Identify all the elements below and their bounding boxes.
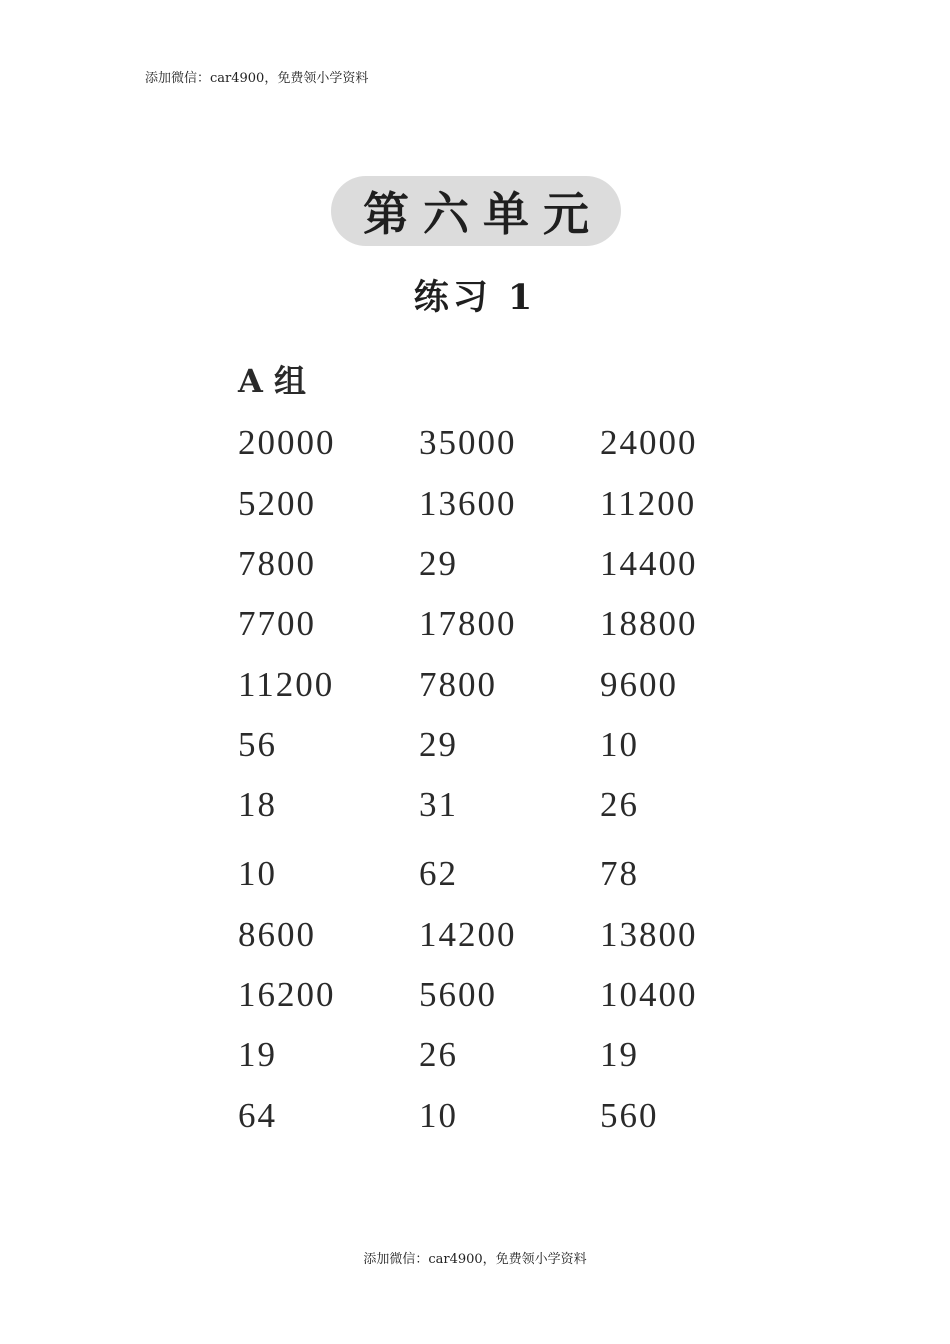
unit-title: 第六单元 — [363, 187, 603, 241]
answer-cell: 35000 — [419, 423, 517, 462]
group-label: A 组 — [238, 362, 306, 400]
answer-row — [238, 602, 758, 646]
answer-cell: 20000 — [238, 423, 336, 462]
answer-cell: 14400 — [600, 544, 698, 583]
answer-cell: 29 — [419, 544, 458, 583]
answer-cell: 10 — [419, 1096, 458, 1135]
answer-cell: 14200 — [419, 915, 517, 954]
answer-cell: 19 — [600, 1035, 639, 1074]
answer-cell: 64 — [238, 1096, 277, 1135]
answer-cell: 62 — [419, 854, 458, 893]
answer-cell: 26 — [600, 785, 639, 824]
answer-cell: 10 — [600, 725, 639, 764]
footer-watermark-text: 添加微信：car4900，免费领小学资料 — [363, 1252, 587, 1267]
answer-row — [238, 1033, 758, 1077]
answer-row — [238, 482, 758, 526]
answer-row — [238, 421, 758, 465]
answer-cell: 5200 — [238, 484, 316, 523]
answer-cell: 7800 — [419, 665, 497, 704]
answer-cell: 16200 — [238, 975, 336, 1014]
answer-cell: 78 — [600, 854, 639, 893]
answer-cell: 10 — [238, 854, 277, 893]
answer-row — [238, 852, 758, 896]
header-watermark-text: 添加微信：car4900，免费领小学资料 — [145, 71, 369, 86]
answer-cell: 31 — [419, 785, 458, 824]
answer-row — [238, 663, 758, 707]
answer-cell: 11200 — [600, 484, 697, 523]
answer-cell: 56 — [238, 725, 277, 764]
answer-cell: 18 — [238, 785, 277, 824]
answer-cell: 7800 — [238, 544, 316, 583]
answer-cell: 18800 — [600, 604, 698, 643]
answer-cell: 10400 — [600, 975, 698, 1014]
answer-row — [238, 723, 758, 767]
answer-cell: 11200 — [238, 665, 335, 704]
answer-cell: 13600 — [419, 484, 517, 523]
answer-cell: 17800 — [419, 604, 517, 643]
answer-row — [238, 1094, 758, 1138]
answer-cell: 29 — [419, 725, 458, 764]
answer-cell: 24000 — [600, 423, 698, 462]
answer-cell: 5600 — [419, 975, 497, 1014]
answer-cell: 9600 — [600, 665, 678, 704]
answer-cell: 19 — [238, 1035, 277, 1074]
answer-cell: 26 — [419, 1035, 458, 1074]
answer-cell: 13800 — [600, 915, 698, 954]
exercise-title: 练习 1 — [413, 277, 537, 318]
answer-cell: 8600 — [238, 915, 316, 954]
answer-cell: 7700 — [238, 604, 316, 643]
answer-row — [238, 973, 758, 1017]
answer-row — [238, 542, 758, 586]
answer-row — [238, 783, 758, 827]
answer-row — [238, 913, 758, 957]
answer-cell: 560 — [600, 1096, 659, 1135]
answer-grid — [238, 0, 758, 1344]
